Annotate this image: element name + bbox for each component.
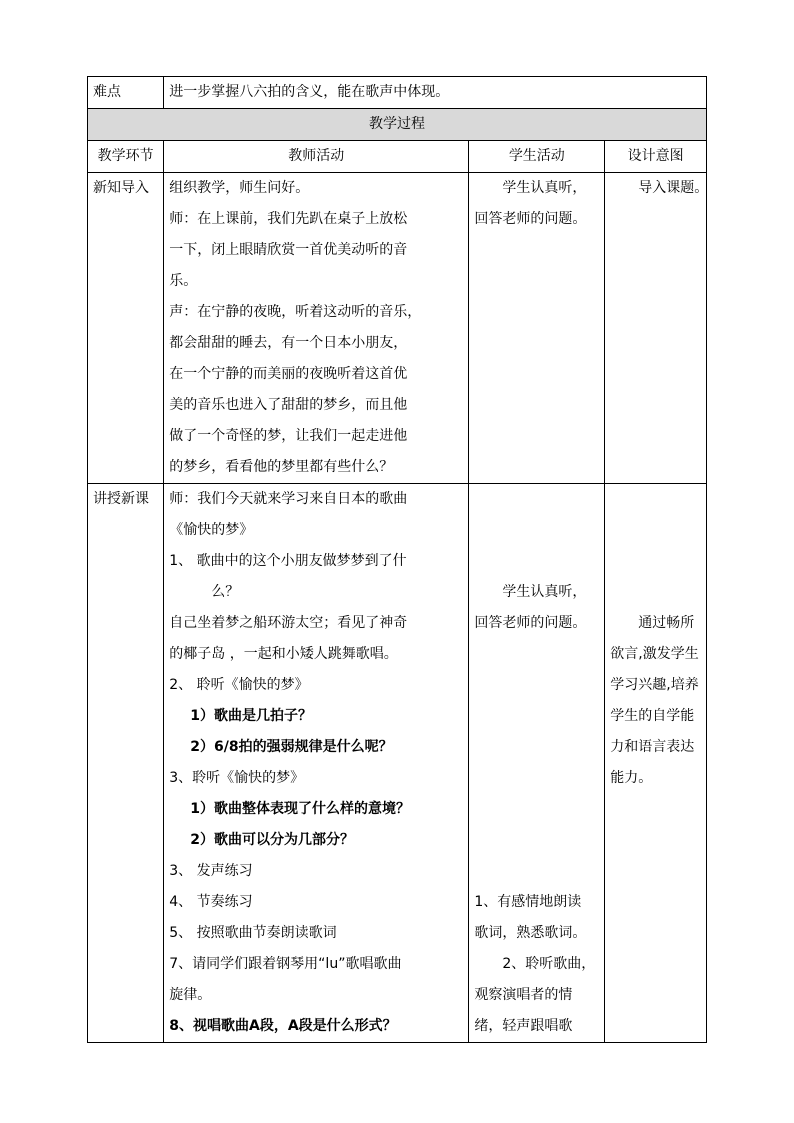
teacher-line: 《愉快的梦》 [169, 522, 254, 538]
difficulty-label: 难点 [88, 77, 164, 109]
teacher-line: 1）歌曲是几拍子？ [190, 708, 313, 724]
teacher-line: 1）歌曲整体表现了什么样的意境？ [190, 801, 411, 817]
design-line: 通过畅所 [638, 615, 695, 631]
student-line: 1、有感情地朗读 [474, 894, 582, 910]
process-title: 教学过程 [88, 109, 707, 141]
teacher-line: 2）6/8拍的强弱规律是什么呢？ [190, 739, 393, 755]
stage-intro: 新知导入 [88, 173, 164, 484]
teacher-line: 自己坐着梦之船环游太空；看见了神奇 [169, 615, 408, 631]
teacher-line: 么？ [211, 584, 240, 600]
student-line: 2、聆听歌曲， [502, 956, 596, 972]
header-design: 设计意图 [605, 141, 707, 173]
design-line: 力和语言表达 [610, 739, 695, 755]
teacher-line: 的椰子岛 ，一起和小矮人跳舞歌唱。 [169, 646, 398, 662]
teacher-line: 师：我们今天就来学习来自日本的歌曲 [169, 491, 408, 507]
teacher-line: 7、请同学们跟着钢琴用“lu”歌唱歌曲 [169, 956, 402, 972]
teacher-line: 声：在宁静的夜晚，听着这动听的音乐， [169, 304, 422, 320]
teacher-line: 组织教学，师生问好。 [169, 180, 310, 196]
student-line: 绪，轻声跟唱歌 [474, 1018, 573, 1034]
table-row-intro [88, 173, 707, 484]
design-teach [605, 484, 707, 1043]
teacher-line: 8、视唱歌曲A段，A段是什么形式？ [169, 1018, 397, 1034]
student-line: 学生认真听， [502, 180, 587, 196]
student-line: 回答老师的问题。 [474, 211, 587, 227]
design-intro [605, 173, 707, 484]
lesson-plan-table [87, 76, 707, 1043]
header-student: 学生活动 [469, 141, 605, 173]
teacher-line: 1、 歌曲中的这个小朋友做梦梦到了什 [169, 553, 407, 569]
teacher-line: 美的音乐也进入了甜甜的梦乡，而且他 [169, 397, 408, 413]
teacher-line: 4、 节奏练习 [169, 894, 253, 910]
design-line: 导入课题。 [638, 180, 709, 196]
design-line: 学习兴趣,培养 [610, 677, 699, 693]
header-row [88, 141, 707, 173]
teacher-line: 都会甜甜的睡去，有一个日本小朋友， [169, 335, 408, 351]
teacher-line: 做了一个奇怪的梦，让我们一起走进他 [169, 428, 408, 444]
difficulty-content: 进一步掌握八六拍的含义，能在歌声中体现。 [164, 77, 707, 109]
stage-teach: 讲授新课 [88, 484, 164, 1043]
student-teach [469, 484, 605, 1043]
design-line: 能力。 [610, 770, 653, 786]
student-line: 学生认真听， [502, 584, 587, 600]
student-line: 回答老师的问题。 [474, 615, 587, 631]
teacher-intro [164, 173, 469, 484]
teacher-teach [164, 484, 469, 1043]
teacher-line: 在一个宁静的而美丽的夜晚听着这首优 [169, 366, 408, 382]
teacher-line: 3、聆听《愉快的梦》 [169, 770, 305, 786]
teacher-line: 的梦乡，看看他的梦里都有些什么？ [169, 459, 394, 475]
student-intro [469, 173, 605, 484]
teacher-line: 乐。 [169, 273, 198, 289]
difficulty-row [88, 77, 707, 109]
teacher-line: 2、 聆听《愉快的梦》 [169, 677, 309, 693]
header-stage: 教学环节 [88, 141, 164, 173]
student-line: 观察演唱者的情 [474, 987, 573, 1003]
teacher-line: 旋律。 [169, 987, 212, 1003]
teacher-line: 5、 按照歌曲节奏朗读歌词 [169, 925, 337, 941]
process-title-row [88, 109, 707, 141]
student-line: 歌词，熟悉歌词。 [474, 925, 587, 941]
table-row-teach [88, 484, 707, 1043]
design-line: 欲言,激发学生 [610, 646, 699, 662]
teacher-line: 3、 发声练习 [169, 863, 253, 879]
teacher-line: 师：在上课前，我们先趴在桌子上放松 [169, 211, 408, 227]
teacher-line: 一下，闭上眼睛欣赏一首优美动听的音 [169, 242, 408, 258]
header-teacher: 教师活动 [164, 141, 469, 173]
teacher-line: 2）歌曲可以分为几部分？ [190, 832, 355, 848]
design-line: 学生的自学能 [610, 708, 695, 724]
